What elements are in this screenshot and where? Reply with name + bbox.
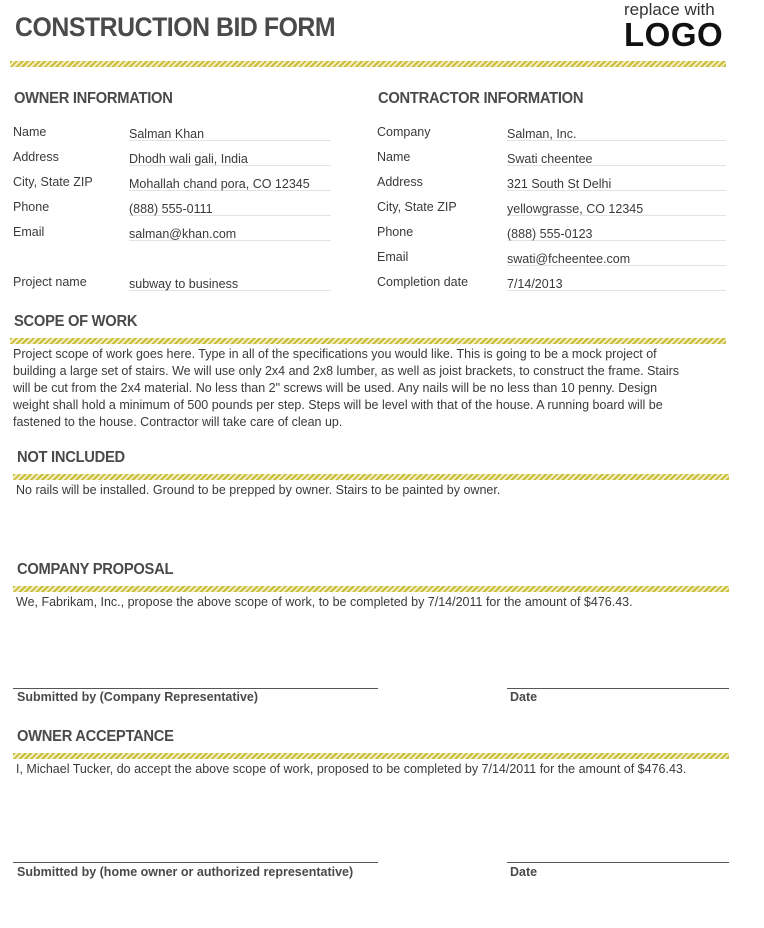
header-divider xyxy=(10,61,726,67)
project-name-label: Project name xyxy=(13,275,87,289)
owner-field-phone[interactable] xyxy=(129,200,331,216)
contractor-field-city[interactable] xyxy=(507,200,726,216)
project-name-value: subway to business xyxy=(129,277,239,291)
scope-divider xyxy=(10,338,726,344)
acceptance-divider xyxy=(13,753,729,759)
contractor-label-email: Email xyxy=(377,250,409,264)
contractor-label-name: Name xyxy=(377,150,411,164)
proposal-signature-label: Submitted by (Company Representative) xyxy=(17,690,259,704)
owner-label-phone: Phone xyxy=(13,200,50,214)
owner-field-email[interactable] xyxy=(129,225,331,241)
owner-field-address[interactable] xyxy=(129,150,331,166)
proposal-heading: COMPANY PROPOSAL xyxy=(17,561,174,578)
not-included-divider xyxy=(13,474,729,480)
logo: LOGO xyxy=(624,16,724,53)
contractor-field-address[interactable] xyxy=(507,175,726,191)
contractor-field-completion[interactable] xyxy=(507,275,726,291)
owner-field-city[interactable] xyxy=(129,175,331,191)
contractor-value-address: 321 South St Delhi xyxy=(507,177,612,191)
acceptance-heading: OWNER ACCEPTANCE xyxy=(17,728,174,745)
project-name-field[interactable] xyxy=(129,275,331,291)
owner-value-address: Dhodh wali gali, India xyxy=(129,152,248,166)
contractor-field-name[interactable] xyxy=(507,150,726,166)
acceptance-date-label: Date xyxy=(510,865,538,879)
not-included-text[interactable]: No rails will be installed. Ground to be prepped by owner. Stairs to be painted by owner. xyxy=(16,483,501,497)
owner-label-address: Address xyxy=(13,150,59,164)
acceptance-text[interactable]: I, Michael Tucker, do accept the above scope of work, proposed to be completed by 7/14/2011 for the amount of $476.43. xyxy=(16,762,687,776)
contractor-label-city: City, State ZIP xyxy=(377,200,457,214)
owner-heading: OWNER INFORMATION xyxy=(14,90,173,107)
contractor-label-address: Address xyxy=(377,175,423,189)
scope-line: building a large set of stairs. We will use only 2x4 and 2x8 lumber, as well as joist brackets, to construct the frame. Stairs xyxy=(13,364,680,378)
page-title: CONSTRUCTION BID FORM xyxy=(15,12,336,42)
scope-line: Project scope of work goes here. Type in all of the specifications you would like. This is going to be a mock project of xyxy=(13,347,657,361)
contractor-field-email[interactable] xyxy=(507,250,726,266)
proposal-date-line[interactable] xyxy=(507,688,729,689)
owner-label-name: Name xyxy=(13,125,47,139)
contractor-heading: CONTRACTOR INFORMATION xyxy=(378,90,584,107)
proposal-divider xyxy=(13,586,729,592)
contractor-field-company[interactable] xyxy=(507,125,726,141)
owner-value-city: Mohallah chand pora, CO 12345 xyxy=(129,177,310,191)
proposal-date-label: Date xyxy=(510,690,538,704)
proposal-signature-line[interactable] xyxy=(13,688,378,689)
owner-value-name: Salman Khan xyxy=(129,127,205,141)
scope-line: weight shall hold a minimum of 500 pounds per step. Steps will be level with that of the house. A running board will be xyxy=(13,398,663,412)
contractor-value-completion: 7/14/2013 xyxy=(507,277,563,291)
contractor-value-phone: (888) 555-0123 xyxy=(507,227,593,241)
acceptance-signature-label: Submitted by (home owner or authorized representative) xyxy=(17,865,354,879)
owner-field-name[interactable] xyxy=(129,125,331,141)
logo-caption: replace with xyxy=(624,0,715,19)
proposal-text[interactable]: We, Fabrikam, Inc., propose the above scope of work, to be completed by 7/14/2011 for the amount of $476.43. xyxy=(16,595,633,609)
contractor-value-email: swati@fcheentee.com xyxy=(507,252,631,266)
contractor-label-completion: Completion date xyxy=(377,275,469,289)
contractor-label-company: Company xyxy=(377,125,431,139)
owner-value-email: salman@khan.com xyxy=(129,227,237,241)
acceptance-signature-line[interactable] xyxy=(13,862,378,863)
scope-heading: SCOPE OF WORK xyxy=(14,313,138,330)
not-included-heading: NOT INCLUDED xyxy=(17,449,125,466)
contractor-value-company: Salman, Inc. xyxy=(507,127,577,141)
owner-value-phone: (888) 555-0111 xyxy=(129,202,213,216)
acceptance-date-line[interactable] xyxy=(507,862,729,863)
contractor-field-phone[interactable] xyxy=(507,225,726,241)
scope-line: will be cut from the 2x4 material. No less than 2" screws will be used. Any nails will be no less than 10 penny. Design xyxy=(13,381,658,395)
contractor-label-phone: Phone xyxy=(377,225,414,239)
owner-label-email: Email xyxy=(13,225,45,239)
scope-line: fastened to the house. Contractor will take care of clean up. xyxy=(13,415,343,429)
scope-text[interactable] xyxy=(13,346,729,431)
contractor-value-city: yellowgrasse, CO 12345 xyxy=(507,202,644,216)
owner-label-city: City, State ZIP xyxy=(13,175,93,189)
contractor-value-name: Swati cheentee xyxy=(507,152,593,166)
